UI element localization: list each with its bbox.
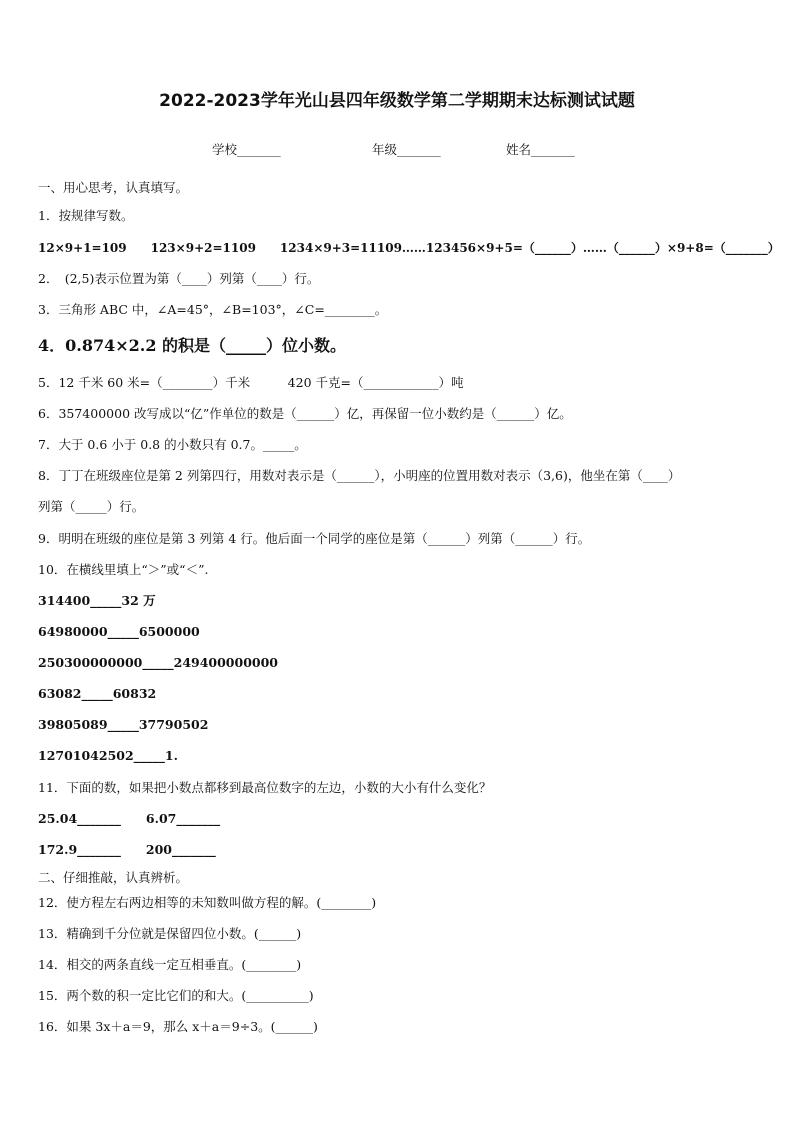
question-1-prompt: 1．按规律写数。 xyxy=(38,208,134,223)
question-10-item: 314400_____32 万 xyxy=(38,593,156,608)
question-2: 2． (2,5)表示位置为第（____）列第（____）行。 xyxy=(38,271,320,286)
question-12: 12．使方程左右两边相等的未知数叫做方程的解。(________) xyxy=(38,895,377,910)
question-13: 13．精确到千分位就是保留四位小数。(______) xyxy=(38,926,302,941)
school-field: 学校_______ xyxy=(212,142,281,157)
question-14: 14．相交的两条直线一定互相垂直。(________) xyxy=(38,957,302,972)
question-10-item: 39805089_____37790502 xyxy=(38,717,209,732)
question-11-row-1: 25.04_______ 6.07_______ xyxy=(38,811,221,826)
question-10-item: 64980000_____6500000 xyxy=(38,624,200,639)
question-9: 9．明明在班级的座位是第 3 列第 4 行。他后面一个同学的座位是第（______）列第（______）行。 xyxy=(38,531,591,546)
question-10-item: 250300000000_____249400000000 xyxy=(38,655,278,670)
question-4: 4．0.874×2.2 的积是（_____）位小数。 xyxy=(38,336,347,355)
grade-field: 年级_______ xyxy=(372,142,441,157)
page-title: 2022-2023学年光山县四年级数学第二学期期末达标测试试题 xyxy=(159,91,635,111)
section-1-heading: 一、用心思考，认真填写。 xyxy=(38,180,189,195)
question-10-item: 12701042502_____1. xyxy=(38,748,178,763)
question-10-prompt: 10．在横线里填上“＞”或“＜”. xyxy=(38,562,209,577)
name-field: 姓名_______ xyxy=(506,142,575,157)
question-6: 6．357400000 改写成以“亿”作单位的数是（______）亿，再保留一位小数约是（______）亿。 xyxy=(38,406,572,421)
student-info-row xyxy=(0,140,794,160)
question-15: 15．两个数的积一定比它们的和大。(__________) xyxy=(38,988,314,1003)
question-1-body: 12×9+1=109 123×9+2=1109 1234×9+3=11109……123456×9+5=（______）……（______）×9+8=（_______） xyxy=(38,241,780,255)
question-11-prompt: 11．下面的数，如果把小数点都移到最高位数字的左边，小数的大小有什么变化？ xyxy=(38,780,492,795)
section-2-heading: 二、仔细推敲，认真辨析。 xyxy=(38,870,189,885)
question-5: 5．12 千米 60 米=（________）千米 420 千克=（____________）吨 xyxy=(38,375,464,390)
question-3: 3．三角形 ABC 中，∠A=45°，∠B=103°，∠C=________。 xyxy=(38,302,388,317)
question-8-line-2: 列第（_____）行。 xyxy=(38,499,145,514)
question-8-line-1: 8．丁丁在班级座位是第 2 列第四行，用数对表示是（______），小明座的位置用数对表示（3,6)，他坐在第（____） xyxy=(38,468,681,483)
question-7: 7．大于 0.6 小于 0.8 的小数只有 0.7。_____。 xyxy=(38,437,307,452)
question-10-item: 63082_____60832 xyxy=(38,686,157,701)
question-11-row-2: 172.9_______ 200_______ xyxy=(38,842,216,857)
question-16: 16．如果 3x＋a＝9，那么 x＋a＝9÷3。(______) xyxy=(38,1019,318,1034)
